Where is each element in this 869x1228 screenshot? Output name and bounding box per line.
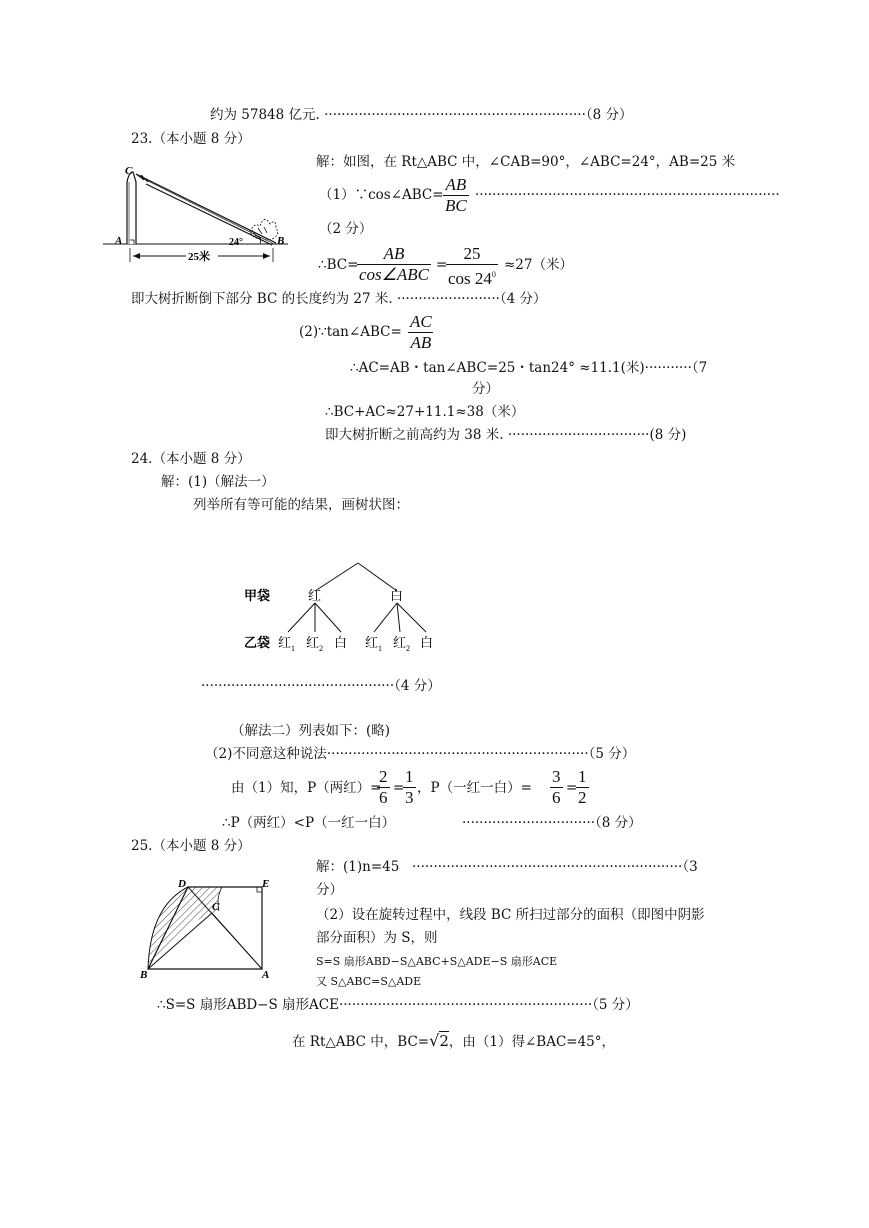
- fraction-denominator: BC: [445, 196, 467, 215]
- line-2pts: （2 分）: [319, 221, 373, 237]
- tree-node-red: 红: [308, 588, 322, 603]
- line-8pts-answer: 约为 57848 亿元. ·····························································（8 分）: [210, 107, 633, 123]
- line-prob-two-red: 由（1）知，P（两红）=: [231, 780, 382, 796]
- fraction-numerator: 1: [405, 767, 414, 786]
- equals-sign: =: [393, 780, 405, 796]
- fraction-denominator: 6: [379, 788, 388, 807]
- fraction-ab-over-bc: [443, 175, 469, 216]
- equals-sign: =: [566, 780, 578, 796]
- tree-row1-label: 甲袋: [244, 588, 271, 603]
- fraction-numerator: 25: [463, 244, 481, 263]
- fraction-numerator: AC: [410, 312, 432, 331]
- problem-24-header: 24.（本小题 8 分）: [131, 451, 251, 467]
- fraction-numerator: 1: [578, 767, 587, 786]
- line-4pts: ·············································（4 分）: [201, 678, 441, 694]
- line-area-equal: 又 S△ABC=S△ADE: [316, 975, 422, 988]
- line-area-setup-cont: 部分面积）为 S，则: [316, 930, 438, 946]
- fraction-denominator: cos∠ABC: [359, 265, 430, 284]
- line-area-setup: （2）设在旋转过程中，线段 BC 所扫过部分的面积（即图中阴影: [316, 907, 705, 923]
- fraction-denominator: AB: [410, 333, 432, 352]
- fig25-label-a: A: [262, 969, 270, 981]
- fraction-denominator: 2: [578, 788, 587, 807]
- problem-25-header: 25.（本小题 8 分）: [131, 838, 251, 854]
- line-cos-label: （1）∵cos∠ABC=: [319, 187, 444, 203]
- line-method-2: （解法二）列表如下：(略): [231, 723, 391, 739]
- line-bc-result: ≈27（米）: [504, 257, 573, 273]
- text-angle-bac: ，由（1）得∠BAC=45°，: [448, 1034, 616, 1050]
- line-bc-label: ∴BC=: [318, 257, 359, 273]
- fraction-25-over-cos24: [446, 244, 498, 289]
- line-area-formula: S=S 扇形ABD−S△ABC+S△ADE−S 扇形ACE: [316, 955, 558, 968]
- fig23-label-b: B: [277, 235, 285, 247]
- line-list-outcomes: 列举所有等可能的结果，画树状图：: [193, 497, 409, 513]
- line-3pts-cont: 分）: [316, 882, 343, 898]
- line-sum: ∴BC+AC≈27+11.1≈38（米）: [325, 404, 525, 420]
- tree-node-white: 白: [390, 588, 404, 603]
- fraction-numerator: AB: [445, 175, 467, 194]
- fraction-numerator: AB: [383, 244, 405, 263]
- line-bc-conclusion: 即大树折断倒下部分 BC 的长度约为 27 米. ························（4 分）: [131, 291, 547, 307]
- fraction-3-6: [550, 767, 563, 808]
- fraction-2-6: [377, 767, 390, 808]
- problem-23-header: 23.（本小题 8 分）: [131, 131, 251, 147]
- sqrt-symbol: √: [429, 1031, 440, 1050]
- fig25-label-c: C: [212, 901, 220, 913]
- line-solution-intro: 解：如图，在 Rt△ABC 中，∠CAB=90°，∠ABC=24°，AB=25 米: [316, 154, 736, 170]
- line-height-conclusion: 即大树折断之前高约为 38 米. ·································(8 分): [325, 427, 687, 443]
- line-prob-one-each: ，P（一红一白）=: [417, 780, 532, 796]
- probability-tree-diagram: [230, 558, 440, 658]
- text-bc-prefix: 在 Rt△ABC 中，BC=: [292, 1034, 430, 1050]
- line-bc-eq: =: [436, 257, 448, 273]
- tree-leaf-white-a: 白: [334, 635, 348, 650]
- line-8pts: ·······························（8 分）: [462, 815, 642, 831]
- line-prob-compare: ∴P（两红）<P（一红一白）: [222, 815, 396, 831]
- fig23-angle: 24°: [229, 237, 243, 248]
- figure-25-rotation-diagram: [136, 876, 286, 984]
- line-7pts-cont: 分）: [472, 381, 499, 397]
- tree-leaf-red1-b: 红$_1$: [365, 635, 383, 653]
- fraction-ac-over-ab: [408, 312, 434, 353]
- fraction-denominator: 3: [405, 788, 414, 807]
- fig23-length: 25米: [188, 251, 210, 263]
- tree-leaf-red1-a: 红$_1$: [278, 635, 296, 653]
- line-3pts-dots: ·······························································（3: [412, 859, 698, 875]
- fraction-denominator: $\cos 24^0$: [446, 264, 498, 289]
- line-n-value: 解：(1)n=45: [316, 859, 400, 875]
- fraction-ab-over-cos: [357, 244, 431, 285]
- line-cos-dots: ·······································································: [475, 187, 780, 203]
- line-disagree: （2)不同意这种说法·····························································（5 分）: [205, 746, 636, 762]
- fraction-numerator: 3: [552, 767, 561, 786]
- fraction-numerator: 2: [379, 767, 388, 786]
- tree-leaf-red2-b: 红$_2$: [393, 635, 411, 653]
- fig25-label-e: E: [262, 878, 270, 890]
- line-method-1: 解：(1)（解法一）: [161, 474, 275, 490]
- tree-row2-label: 乙袋: [244, 635, 271, 650]
- fraction-denominator: 6: [552, 788, 561, 807]
- line-tan-label: (2)∵tan∠ABC=: [299, 324, 402, 340]
- tree-leaf-white-b: 白: [420, 635, 434, 650]
- line-ac-calc: ∴AC=AB・tan∠ABC=25・tan24° ≈11.1(米)···········（7: [350, 360, 708, 376]
- fig25-label-d: D: [178, 878, 186, 890]
- fig23-label-c: C: [125, 165, 133, 177]
- fraction-1-3: [403, 767, 416, 808]
- line-area-result: ∴S=S 扇形ABD−S 扇形ACE···························································（5 分）: [157, 997, 639, 1013]
- fraction-1-2: [576, 767, 589, 808]
- figure-23-tree-diagram: [100, 160, 295, 270]
- line-bc-sqrt: [292, 1032, 615, 1051]
- sqrt-radicand: 2: [439, 1032, 449, 1050]
- fig25-label-b: B: [140, 969, 148, 981]
- tree-leaf-red2-a: 红$_2$: [306, 635, 324, 653]
- fig23-label-a: A: [115, 235, 123, 247]
